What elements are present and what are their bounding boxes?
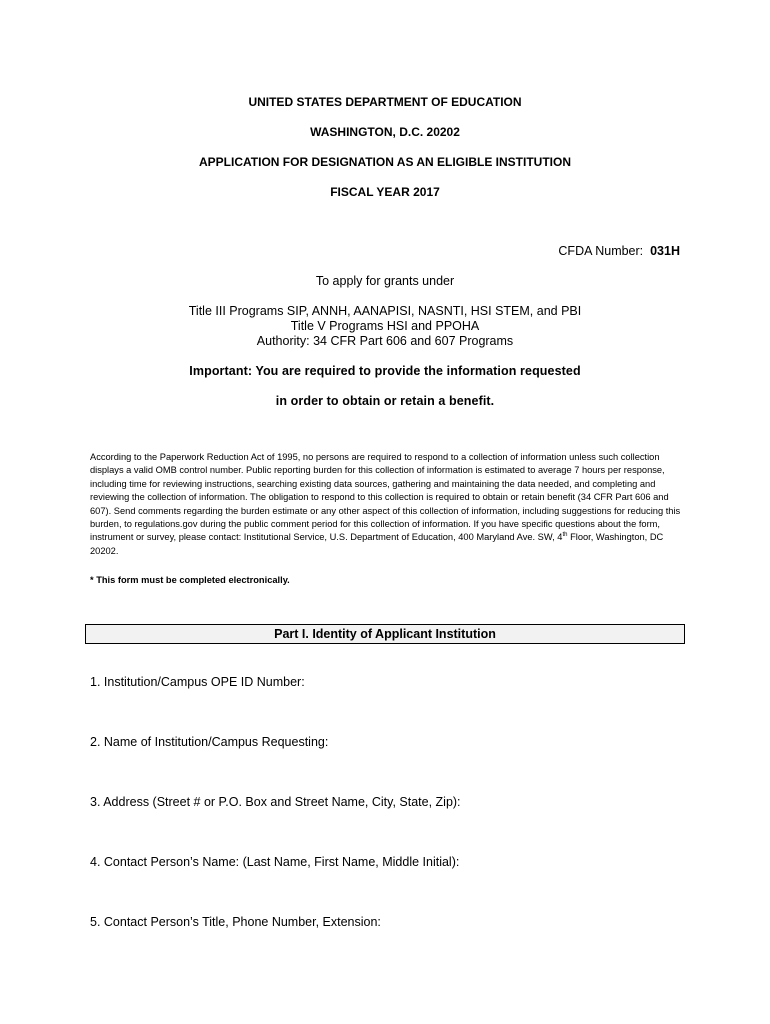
question-institution-name[interactable]: 2. Name of Institution/Campus Requesting: [90,735,329,749]
question-contact-name[interactable]: 4. Contact Person’s Name: (Last Name, First Name, Middle Initial): [90,855,460,869]
title-iii-programs: Title III Programs SIP, ANNH, AANAPISI, NASNTI, HSI STEM, and PBI [188,304,582,318]
important-notice-line2: in order to obtain or retain a benefit. [275,394,495,408]
cfda-value: 031H [650,244,680,258]
title-v-programs: Title V Programs HSI and PPOHA [290,319,480,333]
authority-text: Authority: 34 CFR Part 606 and 607 Programs [256,334,514,348]
question-contact-title-phone[interactable]: 5. Contact Person’s Title, Phone Number, Extension: [90,915,381,929]
application-title: APPLICATION FOR DESIGNATION AS AN ELIGIBLE INSTITUTION [199,155,571,169]
important-notice-line1: Important: You are required to provide the information requested [189,364,581,378]
department-heading: UNITED STATES DEPARTMENT OF EDUCATION [248,95,522,109]
apply-text: To apply for grants under [315,274,455,288]
cfda-label: CFDA Number: [558,244,644,258]
part1-section-header: Part I. Identity of Applicant Institution [85,624,685,644]
electronic-completion-note: * This form must be completed electronically. [90,575,290,585]
fiscal-year-heading: FISCAL YEAR 2017 [330,185,440,199]
question-address[interactable]: 3. Address (Street # or P.O. Box and Street Name, City, State, Zip): [90,795,461,809]
paperwork-reduction-notice [90,451,682,558]
location-heading: WASHINGTON, D.C. 20202 [310,125,460,139]
paperwork-floor-sup: th [562,532,568,539]
question-ope-id[interactable]: 1. Institution/Campus OPE ID Number: [90,675,305,689]
cfda-number [558,244,680,258]
paperwork-text: According to the Paperwork Reduction Act of 1995, no persons are required to respond to a collection of information unless such collection displays a valid OMB control number. Public reporting burden for this collection of information is estimated to average 7 hours per response, including time for reviewing instructions, searching existing data sources, gathering and maintaining the data needed, and completing and reviewing the collection of information. The obligation to respond to this collection is required to obtain or retain benefit (34 CFR Part 606 and 607). Send comments regarding the burden estimate or any other aspect of this collection of information, including suggestions for reducing this burden, to regulations.gov during the public comment period for this collection of information. If you have specific questions about the form, instrument or survey, please contact: Institutional Service, U.S. Department of Education, 400 Maryland Ave. SW, 4 [90,452,681,543]
paperwork-text-end: Floor, Washington, DC 20202. [90,532,664,556]
